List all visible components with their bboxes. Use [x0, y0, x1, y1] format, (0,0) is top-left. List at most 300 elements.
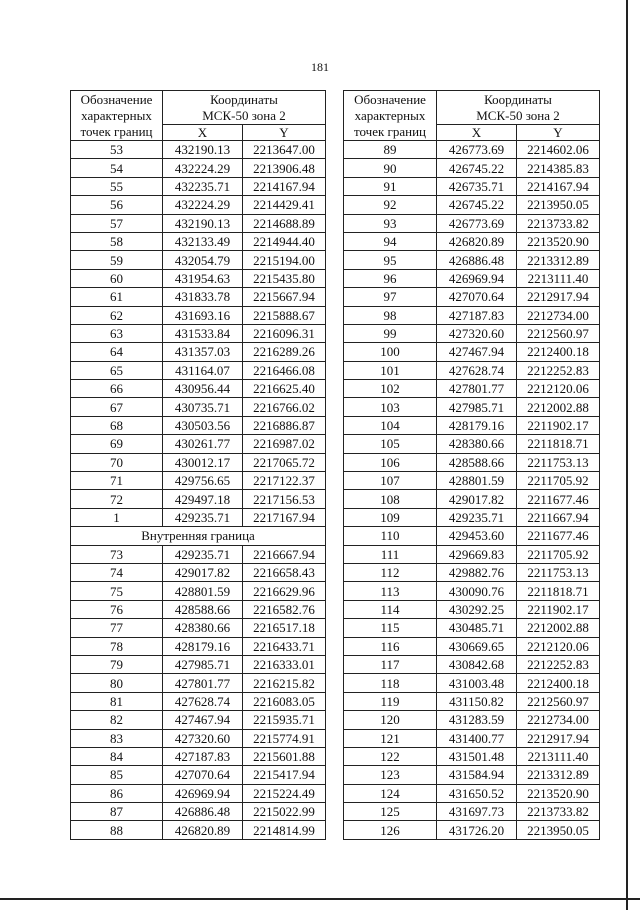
table-row	[344, 747, 600, 765]
point-number: 102	[344, 380, 437, 398]
point-number: 94	[344, 232, 437, 250]
table-row	[71, 784, 326, 802]
coord-y: 2215224.49	[243, 784, 326, 802]
coord-y: 2216658.43	[243, 563, 326, 581]
table-row	[344, 306, 600, 324]
table-row	[344, 435, 600, 453]
table-row	[344, 472, 600, 490]
coord-y: 2215667.94	[243, 288, 326, 306]
coord-y: 2211902.17	[517, 600, 600, 618]
coord-y: 2213733.82	[517, 803, 600, 821]
table-row	[344, 692, 600, 710]
table-row	[71, 214, 326, 232]
coord-y: 2212917.94	[517, 288, 600, 306]
table-row	[71, 490, 326, 508]
coord-y: 2214688.89	[243, 214, 326, 232]
coord-x: 430012.17	[163, 453, 243, 471]
point-number: 63	[71, 324, 163, 342]
section-label: Внутренняя граница	[71, 527, 326, 545]
table-row	[71, 324, 326, 342]
point-number: 54	[71, 159, 163, 177]
coord-y: 2212120.06	[517, 380, 600, 398]
coord-x: 427628.74	[163, 692, 243, 710]
table-row	[344, 141, 600, 159]
coord-y: 2216083.05	[243, 692, 326, 710]
table-row	[344, 380, 600, 398]
point-number: 121	[344, 729, 437, 747]
table-row	[71, 747, 326, 765]
point-number: 115	[344, 619, 437, 637]
left-coordinates-table	[70, 90, 326, 840]
coord-y: 2214814.99	[243, 821, 326, 839]
coord-y: 2212400.18	[517, 343, 600, 361]
table-row	[71, 619, 326, 637]
point-number: 82	[71, 711, 163, 729]
point-number: 59	[71, 251, 163, 269]
coord-x: 429453.60	[437, 527, 517, 545]
coord-y: 2214429.41	[243, 196, 326, 214]
table-row	[344, 361, 600, 379]
coord-x: 432190.13	[163, 141, 243, 159]
coord-y: 2213111.40	[517, 747, 600, 765]
coord-y: 2214385.83	[517, 159, 600, 177]
coord-x: 430485.71	[437, 619, 517, 637]
coord-y: 2213733.82	[517, 214, 600, 232]
table-row	[71, 637, 326, 655]
coord-x: 426745.22	[437, 196, 517, 214]
coord-y: 2211705.92	[517, 472, 600, 490]
coord-x: 428179.16	[437, 416, 517, 434]
coord-x: 428588.66	[163, 600, 243, 618]
table-row	[344, 600, 600, 618]
point-number: 72	[71, 490, 163, 508]
point-number: 107	[344, 472, 437, 490]
right-coordinates-table	[343, 90, 600, 840]
point-number: 77	[71, 619, 163, 637]
point-number: 126	[344, 821, 437, 839]
table-row	[71, 343, 326, 361]
coord-y: 2213111.40	[517, 269, 600, 287]
coord-x: 428380.66	[437, 435, 517, 453]
table-row	[344, 343, 600, 361]
point-number: 91	[344, 177, 437, 195]
coord-x: 429756.65	[163, 472, 243, 490]
header-designation-line: точек границ	[80, 123, 153, 139]
coord-y: 2212734.00	[517, 306, 600, 324]
coord-y: 2215601.88	[243, 747, 326, 765]
coord-x: 429882.76	[437, 563, 517, 581]
coord-y: 2216215.82	[243, 674, 326, 692]
table-row	[71, 159, 326, 177]
coord-x: 431833.78	[163, 288, 243, 306]
point-number: 108	[344, 490, 437, 508]
coord-y: 2217065.72	[243, 453, 326, 471]
table-row	[71, 196, 326, 214]
coord-y: 2217122.37	[243, 472, 326, 490]
coord-x: 429669.83	[437, 545, 517, 563]
point-number: 68	[71, 416, 163, 434]
coord-y: 2211705.92	[517, 545, 600, 563]
coord-y: 2211677.46	[517, 527, 600, 545]
point-number: 70	[71, 453, 163, 471]
coord-x: 429017.82	[437, 490, 517, 508]
header-designation-line: точек границ	[353, 123, 427, 139]
coord-y: 2211818.71	[517, 435, 600, 453]
coord-y: 2216096.31	[243, 324, 326, 342]
table-row	[344, 784, 600, 802]
header-x: X	[163, 125, 243, 141]
table-row	[71, 692, 326, 710]
coord-x: 431164.07	[163, 361, 243, 379]
coord-x: 430735.71	[163, 398, 243, 416]
section-row	[71, 527, 326, 545]
coord-x: 428588.66	[437, 453, 517, 471]
coord-y: 2213950.05	[517, 196, 600, 214]
table-row	[71, 141, 326, 159]
table-row	[71, 232, 326, 250]
coord-x: 432054.79	[163, 251, 243, 269]
coord-y: 2215435.80	[243, 269, 326, 287]
point-number: 89	[344, 141, 437, 159]
header-coordinates	[437, 91, 600, 125]
point-number: 74	[71, 563, 163, 581]
coord-x: 427187.83	[163, 747, 243, 765]
coord-x: 429235.71	[163, 545, 243, 563]
coord-y: 2212917.94	[517, 729, 600, 747]
point-number: 101	[344, 361, 437, 379]
coord-x: 431501.48	[437, 747, 517, 765]
point-number: 96	[344, 269, 437, 287]
coord-y: 2212734.00	[517, 711, 600, 729]
table-row	[71, 398, 326, 416]
point-number: 97	[344, 288, 437, 306]
coord-x: 426735.71	[437, 177, 517, 195]
coord-x: 429235.71	[437, 508, 517, 526]
coord-x: 431283.59	[437, 711, 517, 729]
point-number: 76	[71, 600, 163, 618]
coord-y: 2212400.18	[517, 674, 600, 692]
point-number: 61	[71, 288, 163, 306]
table-row	[344, 269, 600, 287]
table-row	[71, 563, 326, 581]
coord-y: 2212252.83	[517, 361, 600, 379]
coord-y: 2212120.06	[517, 637, 600, 655]
point-number: 85	[71, 766, 163, 784]
point-number: 69	[71, 435, 163, 453]
coord-x: 432224.29	[163, 196, 243, 214]
coord-x: 431584.94	[437, 766, 517, 784]
table-row	[344, 398, 600, 416]
point-number: 93	[344, 214, 437, 232]
coord-y: 2217167.94	[243, 508, 326, 526]
point-number: 87	[71, 803, 163, 821]
coord-y: 2215022.99	[243, 803, 326, 821]
table-row	[344, 563, 600, 581]
coord-y: 2216517.18	[243, 619, 326, 637]
coord-y: 2211667.94	[517, 508, 600, 526]
header-coordinates-line: МСК-50 зона 2	[202, 107, 286, 123]
coord-x: 430090.76	[437, 582, 517, 600]
coord-x: 430503.56	[163, 416, 243, 434]
coord-y: 2212252.83	[517, 655, 600, 673]
table-row	[344, 545, 600, 563]
table-row	[344, 711, 600, 729]
header-y: Y	[517, 125, 600, 141]
point-number: 60	[71, 269, 163, 287]
point-number: 84	[71, 747, 163, 765]
coord-x: 431650.52	[437, 784, 517, 802]
point-number: 53	[71, 141, 163, 159]
coord-x: 432224.29	[163, 159, 243, 177]
coord-y: 2213520.90	[517, 232, 600, 250]
point-number: 62	[71, 306, 163, 324]
coord-y: 2213312.89	[517, 251, 600, 269]
coord-y: 2213647.00	[243, 141, 326, 159]
coord-x: 430261.77	[163, 435, 243, 453]
table-row	[71, 729, 326, 747]
coord-y: 2211902.17	[517, 416, 600, 434]
table-row	[344, 821, 600, 839]
point-number: 99	[344, 324, 437, 342]
coord-x: 427320.60	[163, 729, 243, 747]
header-designation-line: характерных	[354, 107, 426, 123]
coord-x: 432190.13	[163, 214, 243, 232]
point-number: 124	[344, 784, 437, 802]
point-number: 100	[344, 343, 437, 361]
coord-x: 431726.20	[437, 821, 517, 839]
table-row	[71, 177, 326, 195]
table-row	[71, 380, 326, 398]
coord-y: 2215417.94	[243, 766, 326, 784]
point-number: 111	[344, 545, 437, 563]
point-number: 79	[71, 655, 163, 673]
point-number: 83	[71, 729, 163, 747]
point-number: 103	[344, 398, 437, 416]
coord-x: 431400.77	[437, 729, 517, 747]
page-edge-bottom	[0, 898, 640, 900]
coord-x: 427985.71	[437, 398, 517, 416]
coord-x: 429017.82	[163, 563, 243, 581]
point-number: 1	[71, 508, 163, 526]
table-row	[344, 214, 600, 232]
coord-x: 426773.69	[437, 141, 517, 159]
header-x: X	[437, 125, 517, 141]
table-row	[344, 177, 600, 195]
point-number: 90	[344, 159, 437, 177]
point-number: 92	[344, 196, 437, 214]
header-coordinates-line: МСК-50 зона 2	[476, 107, 560, 123]
table-row	[344, 729, 600, 747]
coord-y: 2216466.08	[243, 361, 326, 379]
coord-x: 426886.48	[163, 803, 243, 821]
coord-y: 2213312.89	[517, 766, 600, 784]
point-number: 116	[344, 637, 437, 655]
point-number: 119	[344, 692, 437, 710]
point-number: 120	[344, 711, 437, 729]
coord-x: 426820.89	[437, 232, 517, 250]
table-row	[344, 490, 600, 508]
table-row	[344, 619, 600, 637]
header-y: Y	[243, 125, 326, 141]
point-number: 123	[344, 766, 437, 784]
table-row	[71, 711, 326, 729]
coord-x: 427985.71	[163, 655, 243, 673]
table-row	[71, 472, 326, 490]
table-row	[344, 288, 600, 306]
point-number: 64	[71, 343, 163, 361]
coord-y: 2216433.71	[243, 637, 326, 655]
coord-x: 427801.77	[437, 380, 517, 398]
table-row	[71, 600, 326, 618]
table-row	[71, 545, 326, 563]
table-row	[344, 508, 600, 526]
table-row	[71, 655, 326, 673]
coord-y: 2216629.96	[243, 582, 326, 600]
coord-y: 2211677.46	[517, 490, 600, 508]
coord-y: 2213520.90	[517, 784, 600, 802]
coord-x: 427801.77	[163, 674, 243, 692]
header-designation-line: характерных	[81, 107, 152, 123]
coord-y: 2212560.97	[517, 692, 600, 710]
coord-y: 2216625.40	[243, 380, 326, 398]
point-number: 56	[71, 196, 163, 214]
coord-y: 2216886.87	[243, 416, 326, 434]
table-row	[344, 527, 600, 545]
header-designation-line: Обозначение	[354, 91, 426, 107]
point-number: 109	[344, 508, 437, 526]
table-row	[71, 269, 326, 287]
coord-y: 2213950.05	[517, 821, 600, 839]
coord-y: 2214602.06	[517, 141, 600, 159]
table-row	[344, 453, 600, 471]
coord-y: 2215774.91	[243, 729, 326, 747]
coord-x: 429497.18	[163, 490, 243, 508]
table-row	[344, 159, 600, 177]
coord-y: 2211753.13	[517, 453, 600, 471]
point-number: 112	[344, 563, 437, 581]
coord-x: 430292.25	[437, 600, 517, 618]
coord-x: 431533.84	[163, 324, 243, 342]
table-row	[71, 361, 326, 379]
table-row	[71, 288, 326, 306]
point-number: 110	[344, 527, 437, 545]
coord-x: 431697.73	[437, 803, 517, 821]
table-row	[344, 324, 600, 342]
point-number: 67	[71, 398, 163, 416]
coord-y: 2213906.48	[243, 159, 326, 177]
point-number: 125	[344, 803, 437, 821]
coord-x: 428801.59	[163, 582, 243, 600]
table-row	[344, 196, 600, 214]
point-number: 118	[344, 674, 437, 692]
point-number: 88	[71, 821, 163, 839]
point-number: 75	[71, 582, 163, 600]
point-number: 105	[344, 435, 437, 453]
point-number: 55	[71, 177, 163, 195]
coord-x: 426773.69	[437, 214, 517, 232]
coord-y: 2211753.13	[517, 563, 600, 581]
point-number: 65	[71, 361, 163, 379]
coord-x: 426886.48	[437, 251, 517, 269]
point-number: 78	[71, 637, 163, 655]
table-row	[71, 416, 326, 434]
table-row	[71, 453, 326, 471]
coord-y: 2214944.40	[243, 232, 326, 250]
coord-y: 2215935.71	[243, 711, 326, 729]
coord-x: 428801.59	[437, 472, 517, 490]
coord-y: 2212002.88	[517, 398, 600, 416]
table-row	[344, 674, 600, 692]
coord-x: 430669.65	[437, 637, 517, 655]
coord-x: 432235.71	[163, 177, 243, 195]
point-number: 66	[71, 380, 163, 398]
table-row	[344, 637, 600, 655]
header-coordinates-line: Координаты	[484, 91, 552, 107]
table-row	[344, 766, 600, 784]
table-row	[71, 766, 326, 784]
coord-y: 2216987.02	[243, 435, 326, 453]
point-number: 122	[344, 747, 437, 765]
coord-x: 431357.03	[163, 343, 243, 361]
coord-y: 2214167.94	[517, 177, 600, 195]
table-row	[71, 582, 326, 600]
table-row	[71, 251, 326, 269]
coord-x: 431003.48	[437, 674, 517, 692]
point-number: 80	[71, 674, 163, 692]
table-row	[71, 306, 326, 324]
coord-x: 431150.82	[437, 692, 517, 710]
coord-x: 427070.64	[437, 288, 517, 306]
coord-x: 427467.94	[437, 343, 517, 361]
header-coordinates-line: Координаты	[210, 91, 278, 107]
coord-x: 428179.16	[163, 637, 243, 655]
page-number: 181	[311, 60, 329, 74]
point-number: 113	[344, 582, 437, 600]
table-row	[71, 674, 326, 692]
header-designation	[71, 91, 163, 141]
coord-x: 427187.83	[437, 306, 517, 324]
coord-x: 427070.64	[163, 766, 243, 784]
coord-y: 2215194.00	[243, 251, 326, 269]
point-number: 86	[71, 784, 163, 802]
coord-y: 2214167.94	[243, 177, 326, 195]
coord-y: 2212560.97	[517, 324, 600, 342]
coord-y: 2215888.67	[243, 306, 326, 324]
header-coordinates	[163, 91, 326, 125]
coord-x: 428380.66	[163, 619, 243, 637]
coord-x: 432133.49	[163, 232, 243, 250]
coord-x: 431693.16	[163, 306, 243, 324]
coord-x: 429235.71	[163, 508, 243, 526]
table-row	[344, 251, 600, 269]
coord-y: 2216667.94	[243, 545, 326, 563]
coord-x: 431954.63	[163, 269, 243, 287]
coord-y: 2216766.02	[243, 398, 326, 416]
header-designation	[344, 91, 437, 141]
table-row	[71, 508, 326, 526]
table-row	[344, 582, 600, 600]
coord-y: 2217156.53	[243, 490, 326, 508]
coord-x: 430842.68	[437, 655, 517, 673]
table-row	[71, 803, 326, 821]
coord-y: 2216582.76	[243, 600, 326, 618]
table-row	[71, 821, 326, 839]
table-row	[71, 435, 326, 453]
coord-x: 427467.94	[163, 711, 243, 729]
point-number: 117	[344, 655, 437, 673]
table-row	[344, 803, 600, 821]
point-number: 95	[344, 251, 437, 269]
